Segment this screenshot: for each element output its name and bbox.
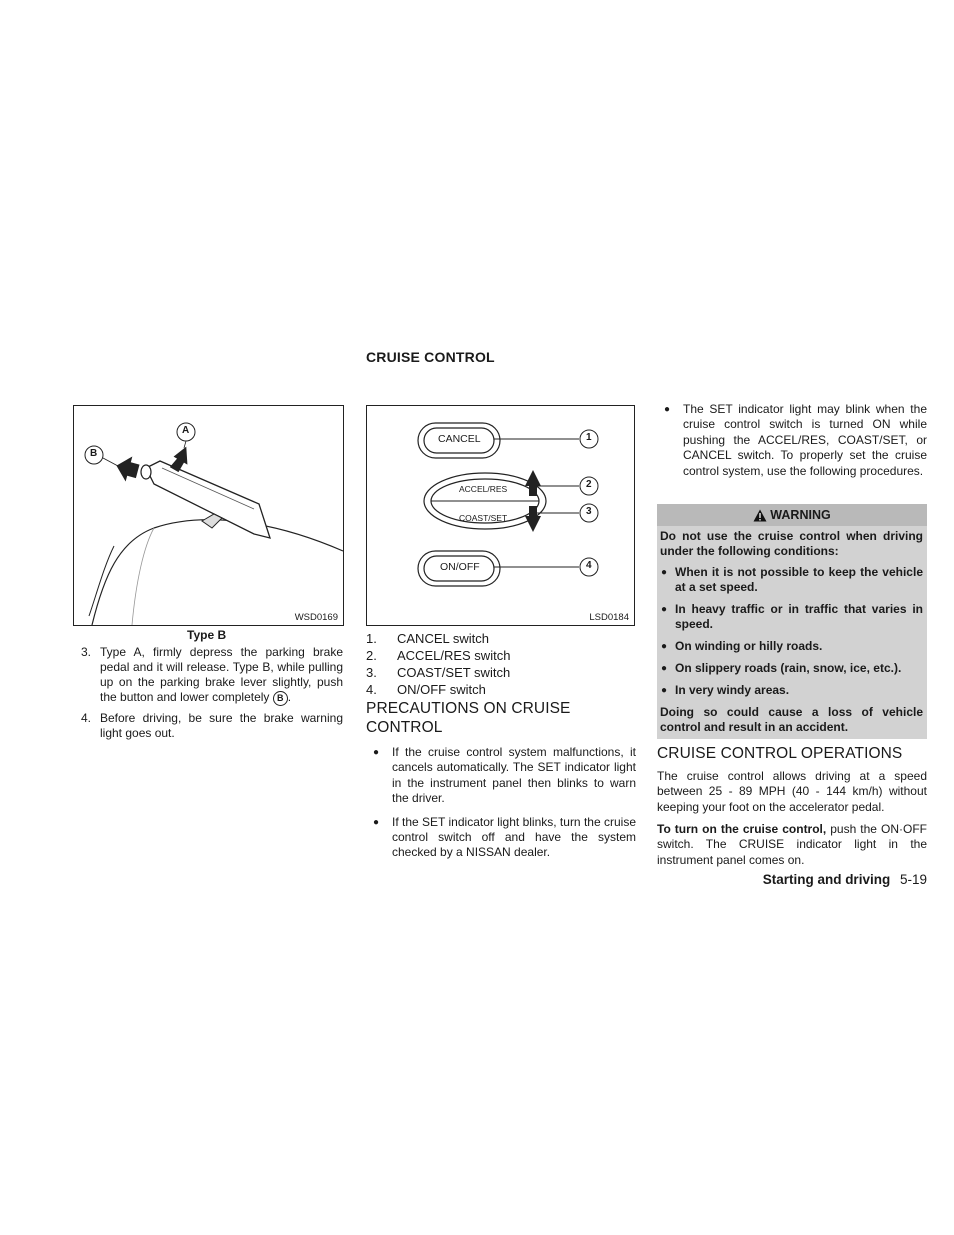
coast-switch-label: COAST/SET: [459, 513, 508, 523]
list-item: ● When it is not possible to keep the vehicle at a set speed.: [661, 565, 923, 594]
callout-b: B: [90, 448, 98, 459]
turn-on-text: To turn on the cruise control, push the ON·OFF switch. The CRUISE indicator light in the instrument panel comes on.: [657, 822, 927, 867]
cruise-switch-figure: [366, 405, 635, 626]
list-item: 1. CANCEL switch: [366, 631, 489, 646]
ref-circle-b: B: [273, 691, 288, 706]
callout-4: 4: [586, 560, 592, 571]
list-item: 3. COAST/SET switch: [366, 665, 511, 680]
list-item: 2. ACCEL/RES switch: [366, 648, 511, 663]
precautions-list: [366, 745, 636, 869]
list-item: ● If the cruise control system malfunctions, it cancels automatically. The SET indicator light in the instrument panel then blinks to warn the driver.: [373, 745, 636, 806]
parking-brake-figure: [73, 405, 344, 626]
warning-intro: Do not use the cruise control when driving under the following conditions:: [660, 529, 923, 558]
list-item: ● On slippery roads (rain, snow, ice, etc.).: [661, 661, 902, 675]
callout-3: 3: [586, 506, 592, 517]
parking-brake-steps: [73, 645, 343, 746]
list-item: ● The SET indicator light may blink when the cruise control switch is turned ON while pushing the ACCEL/RES, COAST/SET, or CANCEL switch. To properly set the cruise control system, use the following procedures.: [664, 402, 927, 478]
list-item: 3. Type A, firmly depress the parking brake pedal and it will release. Type B, while pulling up on the parking brake lever slightly, push the button and lower completely B .: [81, 645, 343, 704]
warning-triangle-icon: [753, 509, 767, 522]
onoff-switch-label: ON/OFF: [440, 561, 480, 573]
callout-a: A: [182, 425, 190, 436]
parking-brake-illustration: [74, 406, 343, 625]
callout-2: 2: [586, 479, 592, 490]
set-indicator-note: [657, 402, 927, 487]
footer-section: Starting and driving: [762, 872, 891, 887]
warning-outro: Doing so could cause a loss of vehicle control and result in an accident.: [660, 705, 923, 734]
list-item: ● In heavy traffic or in traffic that varies in speed.: [661, 602, 923, 631]
figure-code: WSD0169: [294, 612, 338, 623]
section-title: CRUISE CONTROL: [366, 349, 495, 365]
page-number: 5-19: [899, 872, 927, 887]
figure-code: LSD0184: [589, 612, 629, 623]
figure-caption: Type B: [187, 628, 227, 642]
operations-text: The cruise control allows driving at a speed between 25 - 89 MPH (40 - 144 km/h) without keeping your foot on the accelerator pedal.: [657, 769, 927, 814]
list-item: 4. Before driving, be sure the brake warning light goes out.: [81, 711, 343, 740]
warning-box: [657, 504, 927, 739]
warning-conditions: [660, 565, 923, 698]
operations-heading: CRUISE CONTROL OPERATIONS: [657, 745, 903, 762]
precautions-heading: PRECAUTIONS ON CRUISE CONTROL: [366, 700, 571, 736]
list-item: ● On winding or hilly roads.: [661, 639, 823, 653]
accel-switch-label: ACCEL/RES: [459, 484, 508, 494]
list-item: ● If the SET indicator light blinks, turn the cruise control switch off and have the system checked by a NISSAN dealer.: [373, 814, 636, 860]
list-item: 4. ON/OFF switch: [366, 682, 486, 697]
callout-1: 1: [586, 432, 592, 443]
warning-title: WARNING: [770, 507, 831, 522]
warning-header: [657, 504, 927, 526]
switch-legend: [366, 630, 636, 698]
cancel-switch-label: CANCEL: [438, 433, 481, 445]
list-item: ● In very windy areas.: [661, 683, 790, 697]
page-footer: [763, 872, 927, 887]
